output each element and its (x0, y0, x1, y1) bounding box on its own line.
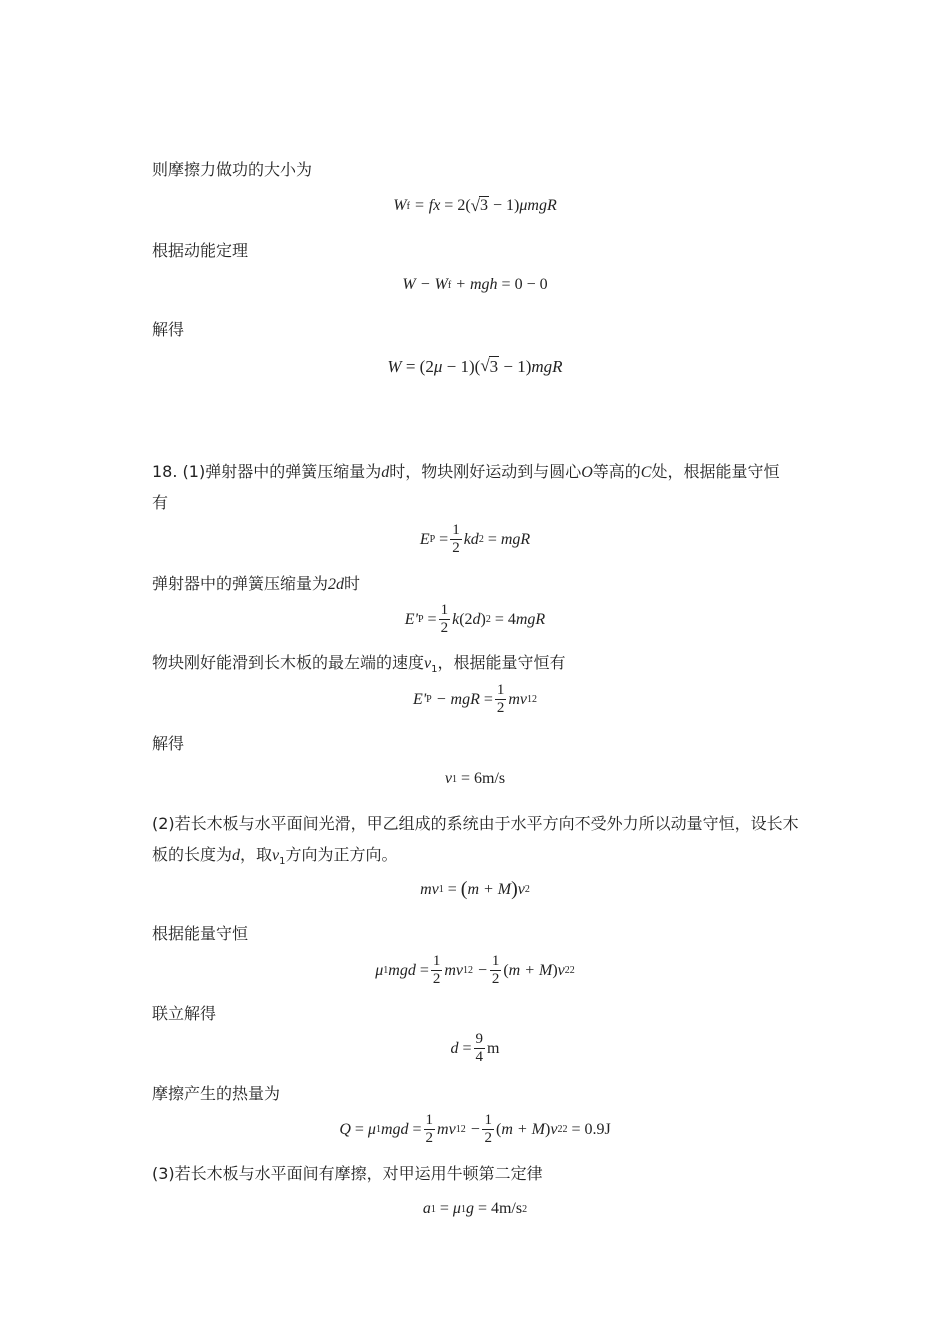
text-solve-1: 解得 (152, 320, 185, 339)
part-3-line: (3)若长木板与水平面间有摩擦，对甲运用牛顿第二定律 (152, 1164, 543, 1183)
equation-length-result: d = $\frac{9}{4}$ m (450, 1031, 500, 1065)
text-heat: 摩擦产生的热量为 (152, 1084, 281, 1103)
text-solve-2: 解得 (152, 734, 185, 753)
equation-heat: Q = μ 1 mgd = $\frac{1}{2}$ mv 1 2 − $\frac{1}{2}$ ( m + M ) v 2 2 = 0.9J (339, 1112, 611, 1146)
text-combine-solve: 联立解得 (152, 1004, 217, 1023)
equation-work-result: W = (2 μ − 1)( √ 3 − 1) mgR (387, 356, 563, 376)
question-18-line-2: 有 (152, 493, 169, 512)
equation-spring-energy-1: E P = $\frac{1}{2}$ kd 2 = mgR (419, 522, 531, 556)
part-2-line-1: (2)若长木板与水平面间光滑，甲乙组成的系统由于水平方向不受外力所以动量守恒，设长木 (152, 814, 799, 833)
equation-velocity-result: v 1 = 6m/s (444, 770, 506, 787)
text-energy-conservation: 根据能量守恒 (152, 924, 249, 943)
equation-momentum: mv 1 = ( m + M ) v 2 (420, 878, 530, 900)
text-spring-2d: 弹射器中的弹簧压缩量为2d时 (152, 574, 361, 593)
text-kinetic-theorem: 根据动能定理 (152, 241, 249, 260)
part-2-line-2: 板的长度为d，取$v_1$方向为正方向。 (152, 845, 398, 868)
equation-acceleration: a 1 = μ 1 g = 4m/s 2 (422, 1200, 528, 1217)
equation-energy-velocity: E' P − mgR = $\frac{1}{2}$ mv 1 2 (412, 682, 538, 716)
equation-energy-friction: μ 1 mgd = $\frac{1}{2}$ mv 1 2 − $\frac{1}{2}$ ( m + M ) v 2 2 (375, 953, 575, 987)
equation-kinetic-theorem: W − W f + mgh = 0 − 0 (402, 276, 548, 293)
equation-spring-energy-2: E' P = $\frac{1}{2}$ k (2 d ) 2 = 4 mgR (404, 602, 546, 636)
question-18-line-1: 18. (1)弹射器中的弹簧压缩量为d时，物块刚好运动到与圆心O等高的C处，根据能量守恒 (152, 462, 780, 481)
equation-friction-work: W f = fx = 2( √ 3 − 1) μmgR (393, 196, 557, 215)
text-friction-work: 则摩擦力做功的大小为 (152, 160, 313, 179)
text-block-velocity: 物块刚好能滑到长木板的最左端的速度$v_1$，根据能量守恒有 (152, 653, 566, 676)
